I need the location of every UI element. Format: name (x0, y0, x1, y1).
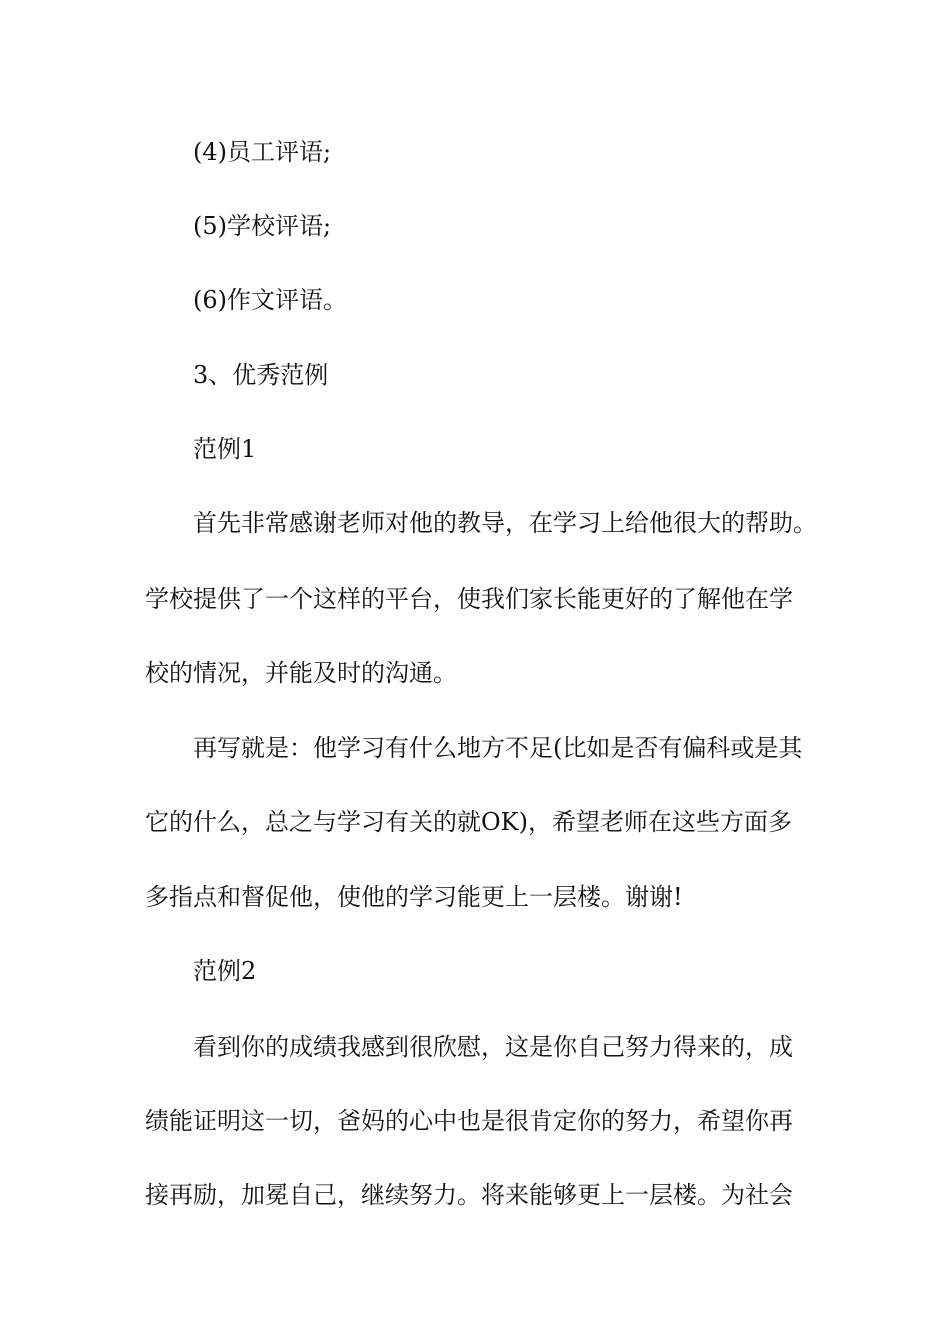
example-2-heading: 范例2 (193, 957, 257, 985)
example-1-paragraph-1-line-2: 学校提供了一个这样的平台，使我们家长能更好的了解他在学 (145, 585, 793, 613)
example-2-paragraph-line-2: 绩能证明这一切，爸妈的心中也是很肯定你的努力，希望你再 (145, 1107, 793, 1135)
example-2-paragraph-line-1: 看到你的成绩我感到很欣慰，这是你自己努力得来的，成 (193, 1033, 793, 1061)
example-1-heading: 范例1 (193, 435, 257, 463)
example-1-paragraph-2-line-3: 多指点和督促他，使他的学习能更上一层楼。谢谢! (145, 883, 683, 911)
list-item-school-comments: (5)学校评语; (193, 212, 332, 240)
example-1-paragraph-2-line-2: 它的什么，总之与学习有关的就OK)，希望老师在这些方面多 (145, 808, 792, 836)
example-1-paragraph-1-line-1: 首先非常感谢老师对他的教导，在学习上给他很大的帮助。 (193, 509, 817, 537)
example-1-paragraph-1-line-3: 校的情况，并能及时的沟通。 (145, 659, 457, 687)
example-2-paragraph-line-3: 接再励，加冕自己，继续努力。将来能够更上一层楼。为社会 (145, 1181, 793, 1209)
list-item-staff-comments: (4)员工评语; (193, 138, 332, 166)
section-heading-examples: 3、优秀范例 (193, 361, 329, 389)
example-1-paragraph-2-line-1: 再写就是：他学习有什么地方不足(比如是否有偏科或是其 (193, 734, 803, 762)
list-item-essay-comments: (6)作文评语。 (193, 286, 347, 314)
